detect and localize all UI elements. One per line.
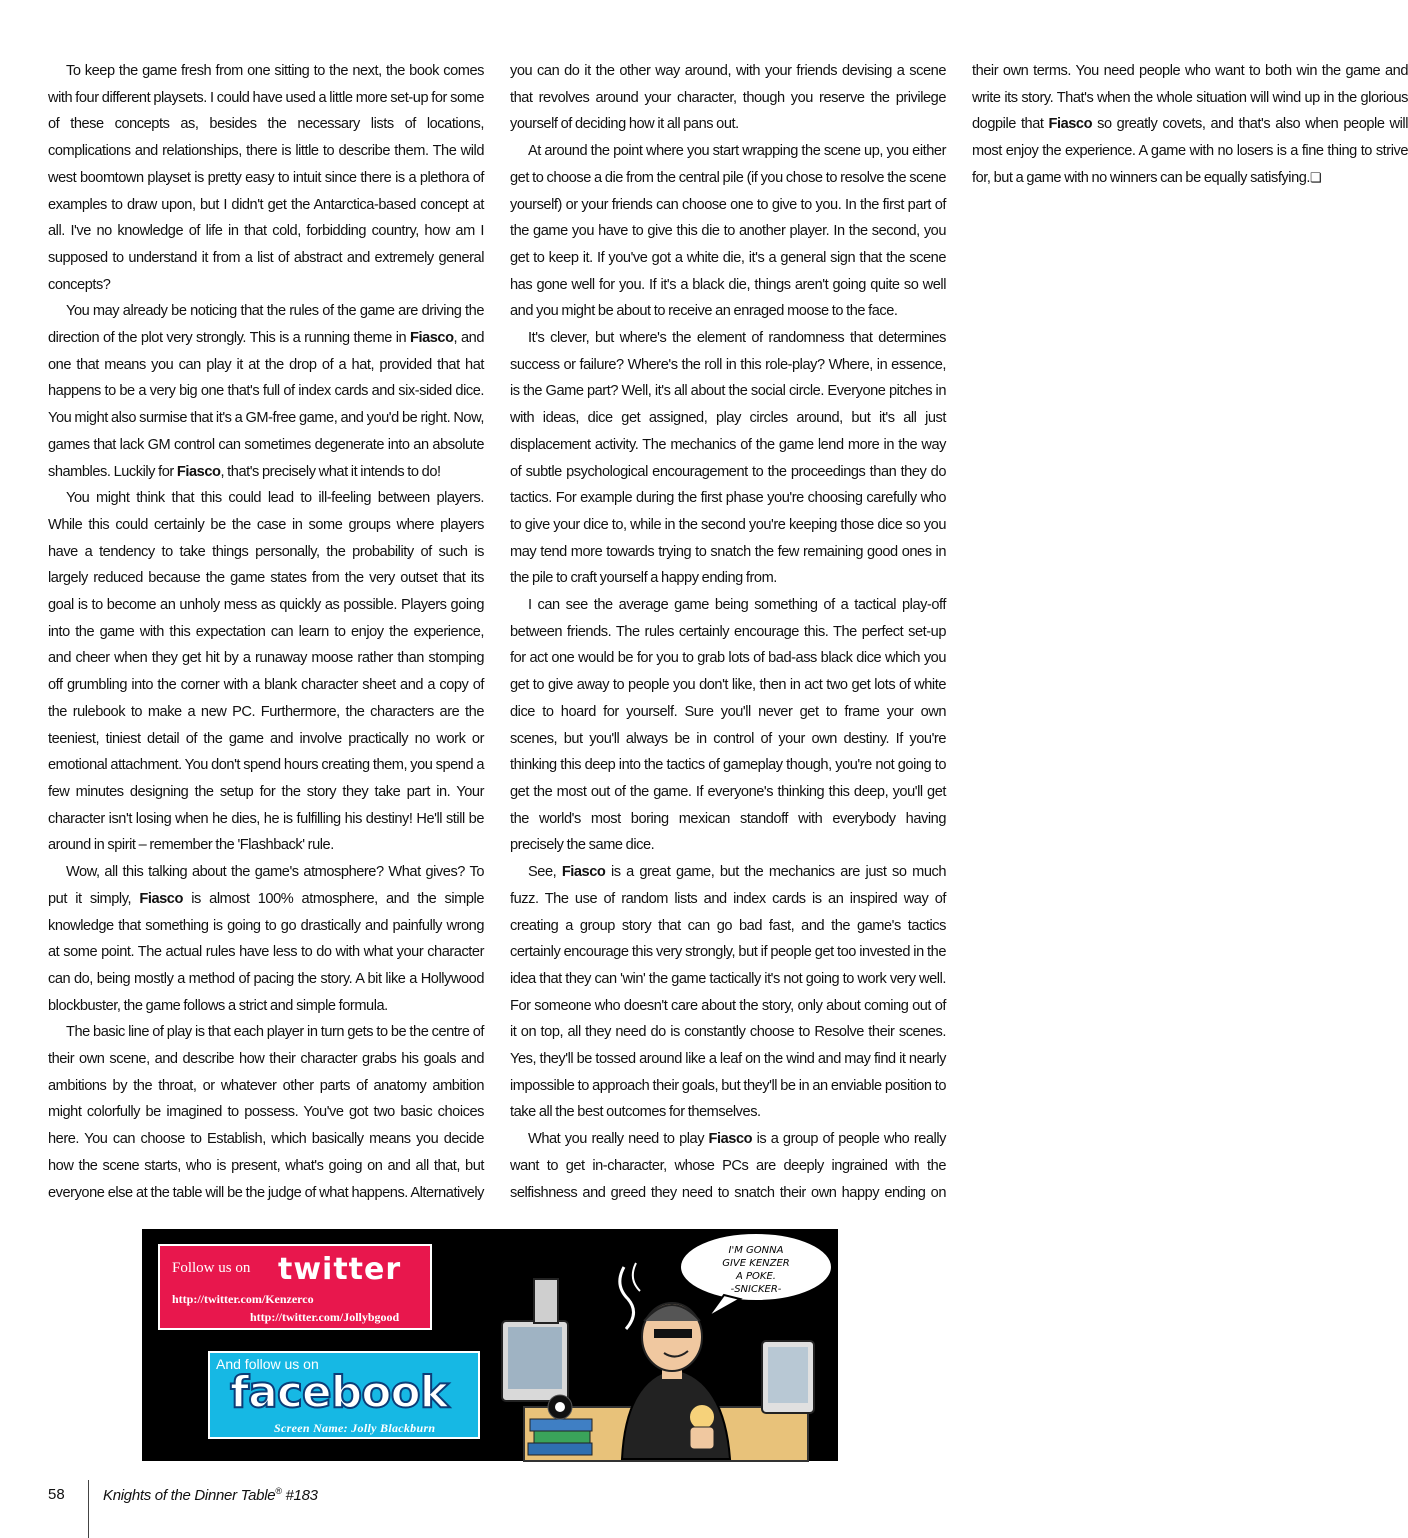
footer-divider: [88, 1480, 89, 1538]
paragraph: I can see the average game being something of a tactical play-off between friends. The rules certainly encourage this. The perfect set-up for act one would be for you to grab lots of bad-ass black dice which you get to give away to people you don't like, then in act two get lots of white dice to hoard for yourself. Sure you'll never get to frame your own scenes, but you'll always be in control of your own destiny. If you're thinking this deep into the tactics of gameplay though, you're not going to get the most out of the game. If everyone's thinking this deep, you'll get the world's most boring mexican standoff with everybody having precisely the same dice.: [510, 597, 946, 854]
article-body: [48, 58, 1408, 1208]
facebook-screen-name: Screen Name: Jolly Blackburn: [274, 1421, 436, 1435]
paragraph: See, Fiasco is a great game, but the mechanics are just so much fuzz. The use of random lists and index cards is an inspired way of creating a group story that can go bad fast, and the game's tactics certainly encourage this very strongly, but if people get too invested in the idea that they can 'win' the game tactically it's not going to work very well. For someone who doesn't care about the story, only about coming out of it on top, all they need do is constantly choose to Resolve their scenes. Yes, they'll be tossed around like a leaf on the wind and may find it nearly impossible to approach their goals, but they'll be in an enviable position to take all the best outcomes for themselves.: [510, 864, 946, 1121]
paragraph: The basic line of play is that each player in turn gets to be the centre of their own scene, and describe how their character grabs his goals and ambitions by the throat, or whatever other parts of anatomy ambition might colorfully be imagined to possess. You've got two basic choices here. You can choose to Establish, which basically means you decide how the scene starts, who is present, what's going on and all that, but everyone else at the table will be the judge of what happens. Alternatively you can do it the other way around, with your friends devising a scene that revolves around your character, though you reserve the privilege yourself of deciding how it all pans out.: [48, 63, 946, 1201]
paragraph: You might think that this could lead to ill-feeling between players. While this could certainly be the case in some groups where players have a tendency to take things personally, the probability of such is largely reduced because the game states from the very outset that its goal is to become an unholy mess as quickly as possible. Players going into the game with this expectation can learn to enjoy the experience, and cheer when they get hit by a runaway moose rather than stomping off grumbling into the corner with a blank character sheet and a copy of the rulebook to make a new PC. Furthermore, the characters are the teeniest, tiniest detail of the game and involve practically no work or emotional attachment. You don't spend hours creating them, you spend a few minutes designing the setup for the story they take part in. Your character isn't losing when he dies, he is fulfilling his destiny! He'll still be around in spirit – remember the 'Flashback' rule.: [48, 490, 484, 854]
paragraph: To keep the game fresh from one sitting to the next, the book comes with four different playsets. I could have used a little more set-up for some of these concepts as, besides the necessary lists of locations, complications and relationships, there is little to describe them. The wild west boomtown playset is pretty easy to intuit since there is a plethora of examples to draw upon, but I didn't get the Antarctica-based concept at all. I've no knowledge of life in that cold, forbidding country, how am I supposed to understand it from a list of abstract and extremely general concepts?: [48, 63, 484, 293]
speech-line: GIVE KENZER: [722, 1258, 790, 1269]
game-title: Fiasco: [410, 330, 454, 347]
game-title: Fiasco: [1048, 116, 1093, 133]
game-title: Fiasco: [561, 864, 606, 881]
social-media-ad-banner: [142, 1229, 838, 1461]
facebook-logo: facebook: [230, 1367, 448, 1418]
speech-line: A POKE.: [736, 1271, 776, 1282]
speech-line: -SNICKER-: [730, 1284, 782, 1295]
paragraph: Wow, all this talking about the game's atmosphere? What gives? To put it simply, Fiasco is almost 100% atmosphere, and the simple knowledge that something is going to go drastically and painfully wrong at some point. The actual rules have less to do with what your character can do, being mostly a method of pacing the story. A bit like a Hollywood blockbuster, the game follows a strict and simple formula.: [48, 864, 484, 1014]
twitter-follow-label: Follow us on: [172, 1260, 251, 1276]
magazine-title: Knights of the Dinner Table® #183: [103, 1486, 318, 1504]
paragraph: At around the point where you start wrapping the scene up, you either get to choose a die from the central pile (if you chose to resolve the scene yourself) or your friends can choose one to give to you. In the first part of the game you have to give this die to another player. In the second, you get to keep it. If you've got a white die, it's a general sign that the scene has gone well for you. If it's a black die, things aren't going quite so well and you might be about to receive an enraged moose to the face.: [510, 143, 946, 320]
paragraph: It's clever, but where's the element of randomness that determines success or failure? Where's the roll in this role-play? Where, in essence, is the Game part? Well, it's all about the social circle. Everyone pitches in with ideas, dice get assigned, play circles around, but it's all just displacement activity. The mechanics of the game lend more in the way of subtle psychological encouragement to the proceedings than they do tactics. For example during the first phase you're choosing carefully who to give your dice to, while in the second you're keeping those dice so you may tend more towards trying to snatch the few remaining good ones in the pile to craft yourself a happy ending from.: [510, 330, 946, 587]
paragraph: You may already be noticing that the rules of the game are driving the direction of the plot very strongly. This is a running theme in Fiasco, and one that means you can play it at the drop of a hat, provided that hat happens to be a very big one that's full of index cards and six-sided dice. You might also surmise that it's a GM-free game, and you'd be right. Now, games that lack GM control can sometimes degenerate into an absolute shambles. Luckily for Fiasco, that's precisely what it intends to do!: [48, 303, 484, 480]
twitter-link-jollybgood[interactable]: http://twitter.com/Jollybgood: [250, 1310, 400, 1324]
game-title: Fiasco: [176, 463, 221, 480]
twitter-panel[interactable]: [158, 1244, 432, 1330]
speech-line: I'M GONNA: [728, 1245, 784, 1256]
game-title: Fiasco: [708, 1131, 753, 1148]
twitter-link-kenzerco[interactable]: http://twitter.com/Kenzerco: [172, 1292, 314, 1306]
registered-mark: ®: [275, 1486, 282, 1496]
game-title: Fiasco: [139, 890, 183, 907]
twitter-logo: twitter: [278, 1252, 402, 1287]
end-mark-icon: ❏: [1310, 169, 1322, 185]
page-number: 58: [48, 1486, 65, 1503]
paragraph: What you really need to play Fiasco is a group of people who really want to get in-character, whose PCs are deeply ingrained with the selfishness and greed they need to snatch their own happy ending on their own terms. You need people who want to both win the game and write its story. That's when the whole situation will wind up in the glorious dogpile that Fiasco so greatly covets, and that's also when people will most enjoy the experience. A game with no losers is a fine thing to strive for, but a game with no winners can be equally satisfying.❏: [510, 63, 1408, 1201]
cartoon-illustration: [494, 1229, 838, 1461]
facebook-follow-label: And follow us on: [216, 1356, 319, 1372]
facebook-panel[interactable]: [208, 1351, 480, 1439]
